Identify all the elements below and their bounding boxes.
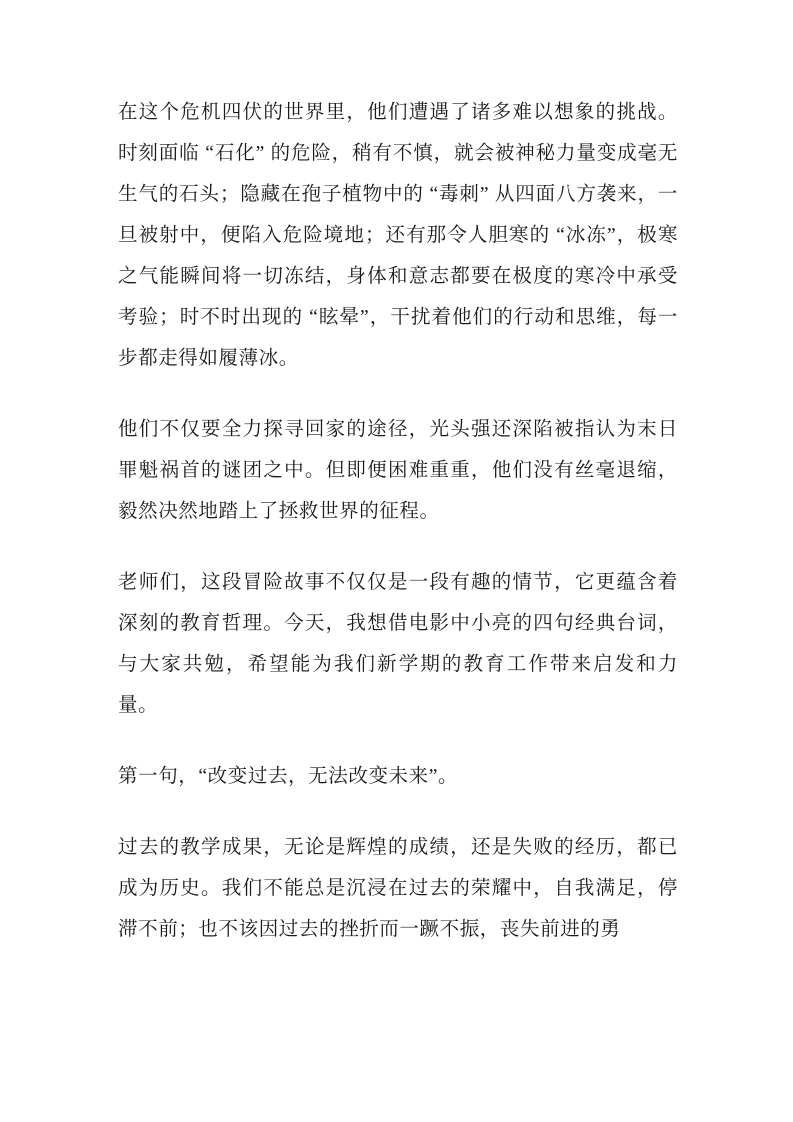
paragraph-3: 老师们，这段冒险故事不仅仅是一段有趣的情节，它更蕴含着深刻的教育哲理。今天，我想借电影中小亮的四句经典台词，与大家共勉，希望能为我们新学期的教育工作带来启发和力量。 <box>118 572 678 716</box>
paragraph-5: 过去的教学成果，无论是辉煌的成绩，还是失败的经历，都已成为历史。我们不能总是沉浸在过去的荣耀中，自我满足，停滞不前；也不该因过去的挫折而一蹶不振，丧失前进的勇 <box>118 837 678 940</box>
paragraph-1: 在这个危机四伏的世界里，他们遭遇了诸多难以想象的挑战。时刻面临 “石化” 的危险，稍有不慎，就会被神秘力量变成毫无生气的石头；隐藏在孢子植物中的 “毒刺” 从四面八方袭来，一旦被射中，便陷入危险境地；还有那令人胆寒的 “冰冻”，极寒之气能瞬间将一切冻结，身体和意志都要在极度的寒冷中承受考验；时不时出现的 “眩晕”，干扰着他们的行动和思维，每一步都走得如履薄冰。 <box>118 102 678 369</box>
paragraph-4: 第一句，“改变过去，无法改变未来”。 <box>118 766 459 787</box>
document-body <box>118 92 678 950</box>
paragraph-2: 他们不仅要全力探寻回家的途径，光头强还深陷被指认为末日罪魁祸首的谜团之中。但即便困难重重，他们没有丝毫退缩，毅然决然地踏上了拯救世界的征程。 <box>118 419 678 522</box>
